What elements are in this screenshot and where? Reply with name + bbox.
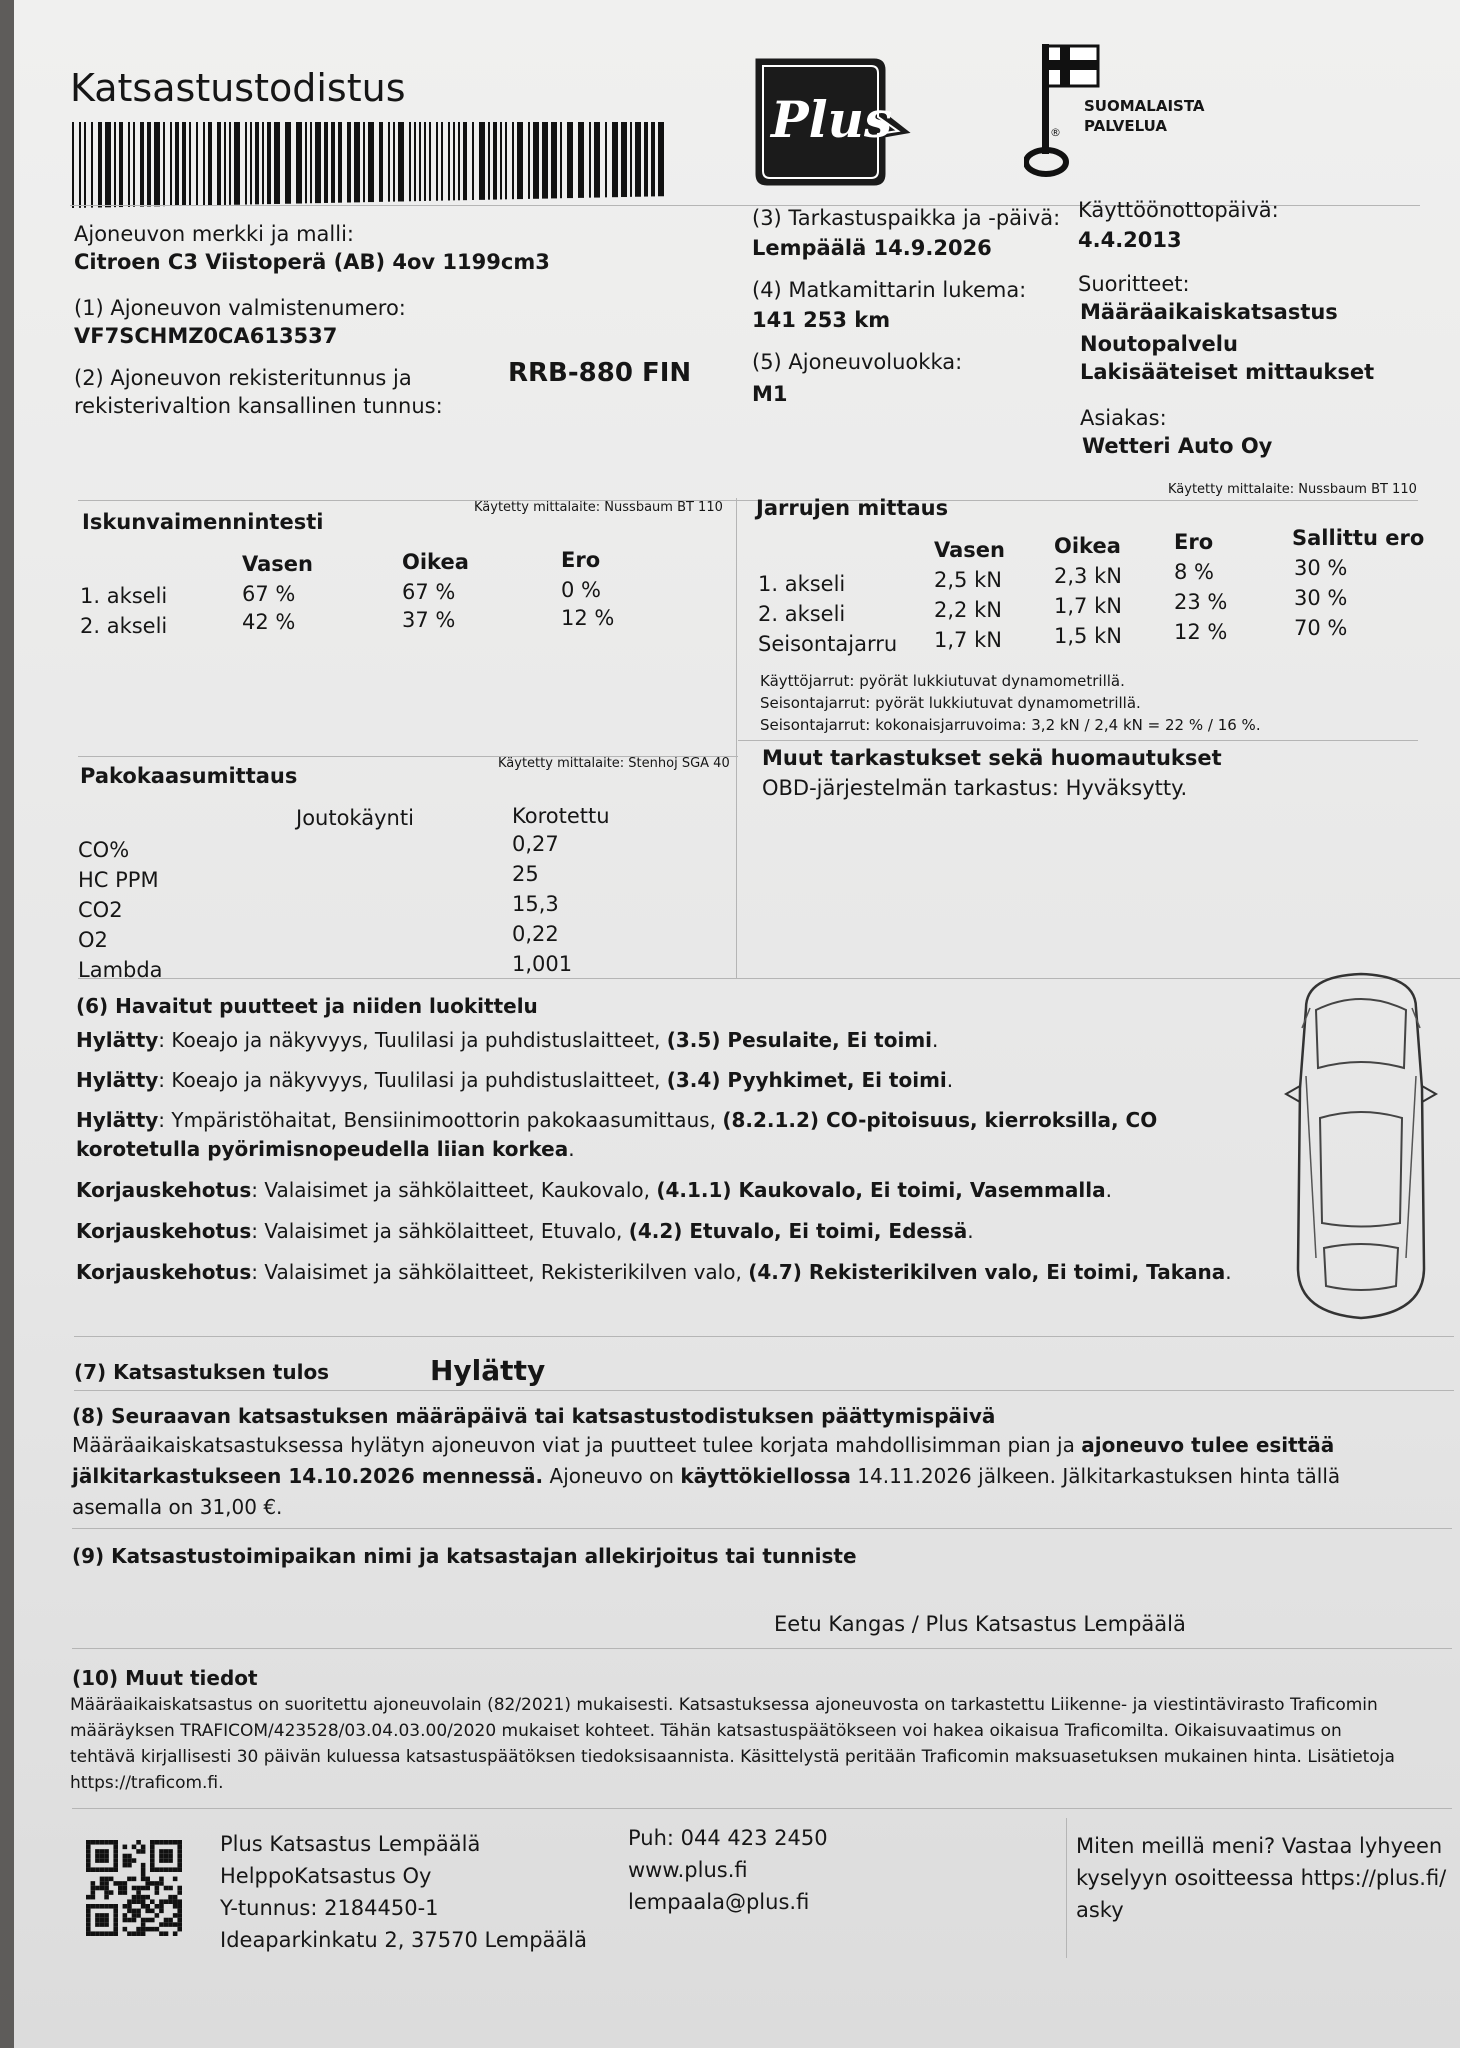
shock-row-2-left: 42 % (242, 610, 296, 634)
exhaust-header-raised: Korotettu (512, 804, 610, 828)
defect-item: Hylätty: Koeajo ja näkyvyys, Tuulilasi ja puhdistuslaitteet, (3.5) Pesulaite, Ei toimi. (76, 1028, 939, 1052)
make-value: Citroen C3 Viistoperä (AB) 4ov 1199cm3 (74, 250, 550, 274)
inspection-certificate (14, 0, 1460, 2048)
defect-item: Hylätty: Ympäristöhaitat, Bensiinimoottorin pakokaasumittaus, (8.2.1.2) CO-pitoisuus, kierroksilla, CO korotetulla pyörimisnopeudella liian korkea. (76, 1108, 1158, 1161)
exhaust-row-4-label: O2 (78, 928, 108, 952)
shock-row-1-left: 67 % (242, 582, 296, 606)
signature-value: Eetu Kangas / Plus Katsastus Lempäälä (774, 1612, 1186, 1636)
next-title: (8) Seuraavan katsastuksen määräpäivä tai katsastustodistuksen päättymispäivä (72, 1404, 996, 1428)
plus-logo-text: Plus (771, 90, 893, 149)
next-text: Määräaikaiskatsastuksessa hylätyn ajoneuvon viat ja puutteet tulee korjata mahdollisimman pian ja ajoneuvo tulee esittää jälkitarkastukseen 14.10.2026 mennessä. Ajoneuvo on käyttökiellossa 14.11.2026 jälkeen. Jälkitarkastuksen hinta tällä asemalla on 31,00 €. (72, 1433, 1341, 1519)
service-1: Määräaikaiskatsastus (1080, 300, 1338, 324)
brakes-row-2-left: 2,2 kN (934, 598, 1002, 622)
brakes-row-3-left: 1,7 kN (934, 628, 1002, 652)
brakes-header-right: Oikea (1054, 534, 1121, 558)
brakes-header-allowed: Sallittu ero (1292, 526, 1425, 550)
badge-line-2: PALVELUA (1084, 117, 1167, 135)
shock-row-2-diff: 12 % (561, 606, 615, 630)
result-value: Hylätty (430, 1354, 546, 1387)
brakes-row-3-allowed: 70 % (1294, 616, 1348, 640)
other-checks-text: OBD-järjestelmän tarkastus: Hyväksytty. (762, 776, 1188, 800)
brakes-note-2: Seisontajarrut: pyörät lukkiutuvat dynamometrillä. (760, 694, 1141, 712)
brakes-row-1-allowed: 30 % (1294, 556, 1348, 580)
shock-row-2-label: 2. akseli (80, 614, 168, 638)
registered-mark: ® (1050, 126, 1061, 139)
brakes-row-3-diff: 12 % (1174, 620, 1228, 644)
brakes-row-1-right: 2,3 kN (1054, 564, 1122, 588)
exhaust-row-1-value: 0,27 (512, 832, 559, 856)
exhaust-header-idle: Joutokäynti (296, 806, 414, 830)
badge-line-1: SUOMALAISTA (1084, 97, 1205, 115)
defects-list (76, 1018, 1266, 1287)
customer-label: Asiakas: (1080, 406, 1167, 430)
exhaust-device: Käytetty mittalaite: Stenhoj SGA 40 (498, 756, 730, 771)
exhaust-title: Pakokaasumittaus (80, 764, 298, 788)
vehicle-class-value: M1 (752, 382, 788, 406)
brakes-device: Käytetty mittalaite: Nussbaum BT 110 (1168, 482, 1417, 497)
exhaust-row-1-label: CO% (78, 838, 130, 862)
exhaust-row-3-label: CO2 (78, 898, 123, 922)
vin-label: (1) Ajoneuvon valmistenumero: (74, 296, 406, 320)
qr-code (86, 1840, 182, 1936)
brakes-header-diff: Ero (1174, 530, 1214, 554)
other-info-title: (10) Muut tiedot (72, 1666, 258, 1690)
brakes-row-2-diff: 23 % (1174, 590, 1228, 614)
shock-row-1-right: 67 % (402, 580, 456, 604)
car-diagram (1276, 968, 1446, 1328)
brakes-note-1: Käyttöjarrut: pyörät lukkiutuvat dynamometrillä. (760, 672, 1125, 690)
brakes-row-1-diff: 8 % (1174, 560, 1214, 584)
service-2: Noutopalvelu (1080, 332, 1238, 356)
company-info: Plus Katsastus Lempäälä HelppoKatsastus Oy Y-tunnus: 2184450-1 Ideaparkinkatu 2, 37570 Lempäälä (220, 1832, 587, 1952)
barcode (72, 120, 672, 210)
defects-title: (6) Havaitut puutteet ja niiden luokittelu (76, 994, 538, 1018)
document-title: Katsastustodistus (70, 66, 406, 110)
reg-label-2: rekisterivaltion kansallinen tunnus: (74, 394, 443, 418)
exhaust-row-3-value: 15,3 (512, 892, 559, 916)
exhaust-row-4-value: 0,22 (512, 922, 559, 946)
exhaust-row-2-label: HC PPM (78, 868, 159, 892)
defect-item: Korjauskehotus: Valaisimet ja sähkölaitteet, Rekisterikilven valo, (4.7) Rekisterikilven valo, Ei toimi, Takana. (76, 1260, 1232, 1284)
signature-title: (9) Katsastustoimipaikan nimi ja katsastajan allekirjoitus tai tunniste (72, 1544, 857, 1568)
odometer-value: 141 253 km (752, 308, 891, 332)
shock-row-1-label: 1. akseli (80, 584, 168, 608)
suomalaista-palvelua-badge (1024, 40, 1205, 180)
shock-header-right: Oikea (402, 550, 469, 574)
defect-item: Korjauskehotus: Valaisimet ja sähkölaitteet, Etuvalo, (4.2) Etuvalo, Ei toimi, Edessä. (76, 1219, 974, 1243)
place-label: (3) Tarkastuspaikka ja -päivä: (752, 206, 1061, 230)
exhaust-row-2-value: 25 (512, 862, 539, 886)
brakes-row-2-allowed: 30 % (1294, 586, 1348, 610)
reg-value: RRB-880 FIN (508, 358, 692, 388)
intro-date-value: 4.4.2013 (1078, 228, 1182, 252)
defect-item: Hylätty: Koeajo ja näkyvyys, Tuulilasi ja puhdistuslaitteet, (3.4) Pyyhkimet, Ei toimi. (76, 1068, 954, 1092)
brakes-row-1-label: 1. akseli (758, 572, 846, 596)
shock-row-1-diff: 0 % (561, 578, 601, 602)
services-label: Suoritteet: (1078, 272, 1190, 296)
car-top-view-icon (1276, 968, 1446, 1328)
survey-info: Miten meillä meni? Vastaa lyhyeen kyselyyn osoitteessa https://plus.fi/ asky (1076, 1834, 1447, 1922)
vehicle-class-label: (5) Ajoneuvoluokka: (752, 350, 963, 374)
exhaust-row-5-value: 1,001 (512, 952, 573, 976)
odometer-label: (4) Matkamittarin lukema: (752, 278, 1027, 302)
result-label: (7) Katsastuksen tulos (74, 1360, 330, 1384)
other-checks-title: Muut tarkastukset sekä huomautukset (762, 746, 1222, 770)
qr-code-icon (86, 1840, 182, 1936)
shock-device: Käytetty mittalaite: Nussbaum BT 110 (474, 500, 723, 515)
reg-label-1: (2) Ajoneuvon rekisteritunnus ja (74, 366, 412, 390)
intro-date-label: Käyttöönottopäivä: (1078, 198, 1279, 222)
website-link[interactable]: www.plus.fi (628, 1858, 748, 1882)
brakes-row-2-label: 2. akseli (758, 602, 846, 626)
customer-value: Wetteri Auto Oy (1082, 434, 1273, 458)
brakes-title: Jarrujen mittaus (756, 496, 949, 520)
brakes-row-2-right: 1,7 kN (1054, 594, 1122, 618)
brakes-row-1-left: 2,5 kN (934, 568, 1002, 592)
make-label: Ajoneuvon merkki ja malli: (74, 222, 354, 246)
email-link[interactable]: lempaala@plus.fi (628, 1890, 810, 1914)
place-value: Lempäälä 14.9.2026 (752, 236, 992, 260)
brakes-row-3-right: 1,5 kN (1054, 624, 1122, 648)
exhaust-row-5-label: Lambda (78, 958, 163, 982)
brakes-note-3: Seisontajarrut: kokonaisjarruvoima: 3,2 kN / 2,4 kN = 22 % / 16 %. (760, 716, 1261, 734)
vin-value: VF7SCHMZ0CA613537 (74, 324, 338, 348)
shock-title: Iskunvaimennintesti (82, 510, 324, 534)
contact-info: Puh: 044 423 2450 www.plus.fi lempaala@plus.fi (628, 1822, 828, 1918)
other-info-text: Määräaikaiskatsastus on suoritettu ajoneuvolain (82/2021) mukaisesti. Katsastuksessa ajoneuvosta on tarkastettu Liikenne- ja viestintävirasto Traficomin määräyksen TRAFICOM/423528/03.04.03.00/2020 mukaiset kohteet. Tähän katsastuspäätökseen voi hakea oikaisua Traficomilta. Oikaisuvaatimus on tehtävä kirjallisesti 30 päivän kuluessa katsastuspäätöksen tiedoksisaannista. Käsittelystä peritään Traficomin maksuasetuksen mukainen hinta. Lisätietoja https://traficom.fi. (70, 1695, 1395, 1793)
service-3: Lakisääteiset mittaukset (1080, 360, 1375, 384)
shock-header-diff: Ero (561, 548, 601, 572)
plus-logo (749, 54, 919, 189)
brakes-header-left: Vasen (934, 538, 1005, 562)
defect-item: Korjauskehotus: Valaisimet ja sähkölaitteet, Kaukovalo, (4.1.1) Kaukovalo, Ei toimi, Vasemmalla. (76, 1178, 1112, 1202)
shock-row-2-right: 37 % (402, 608, 456, 632)
shock-header-left: Vasen (242, 552, 313, 576)
brakes-row-3-label: Seisontajarru (758, 632, 898, 656)
